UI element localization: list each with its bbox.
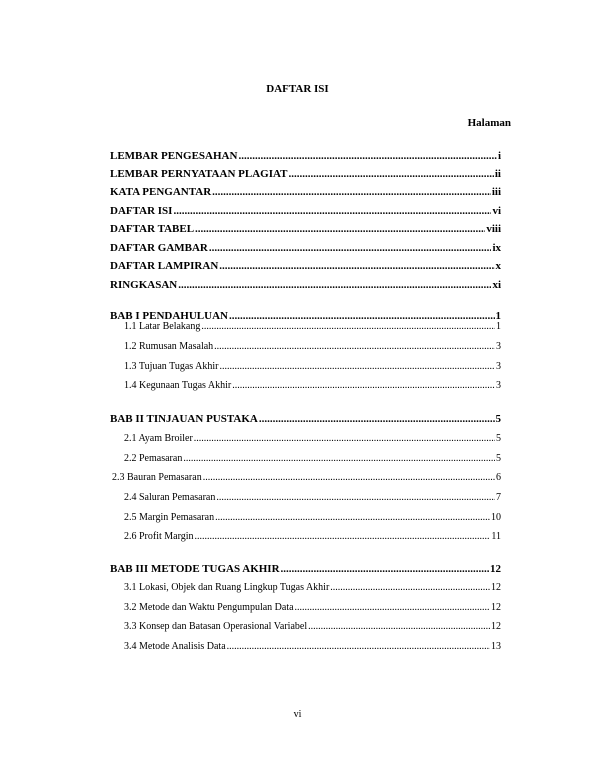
toc-entry-page: 12 — [491, 621, 501, 632]
toc-entry-page: vi — [492, 205, 501, 217]
dot-leader — [232, 380, 495, 391]
toc-entry-page: 12 — [490, 563, 501, 575]
dot-leader — [308, 621, 490, 632]
toc-entry-page: 11 — [491, 531, 501, 542]
toc-entry-label: BAB I PENDAHULUAN — [110, 310, 228, 322]
toc-entry-page: 5 — [496, 433, 501, 444]
toc-entry-page: 1 — [495, 310, 501, 322]
dot-leader — [238, 150, 497, 162]
toc-subentry — [124, 321, 501, 335]
toc-subentry — [124, 602, 501, 616]
toc-entry-label: BAB III METODE TUGAS AKHIR — [110, 563, 280, 575]
toc-subentry — [124, 512, 501, 526]
toc-subentry — [124, 361, 501, 375]
toc-entry-page: 5 — [496, 453, 501, 464]
dot-leader — [214, 341, 495, 352]
toc-entry-label: 3.4 Metode Analisis Data — [124, 641, 226, 652]
dot-leader — [219, 260, 494, 272]
toc-subentry — [124, 453, 501, 467]
page-column-header: Halaman — [467, 117, 511, 129]
toc-subentry — [124, 492, 501, 506]
toc-entry-label: 3.2 Metode dan Waktu Pengumpulan Data — [124, 602, 294, 613]
toc-entry-page: 3 — [496, 380, 501, 391]
toc-entry — [110, 186, 501, 200]
toc-entry-page: i — [497, 150, 501, 162]
page-title: DAFTAR ISI — [266, 83, 329, 95]
toc-entry — [110, 260, 501, 274]
toc-entry-label: DAFTAR TABEL — [110, 223, 195, 235]
toc-entry-page: ii — [494, 168, 501, 180]
toc-entry-label: 2.6 Profit Margin — [124, 531, 194, 542]
dot-leader — [227, 641, 490, 652]
toc-entry-label: 2.1 Ayam Broiler — [124, 433, 193, 444]
dot-leader — [183, 453, 495, 464]
toc-subentry — [124, 641, 501, 655]
toc-entry-label: DAFTAR ISI — [110, 205, 173, 217]
dot-leader — [201, 321, 495, 332]
toc-entry-page: 3 — [496, 361, 501, 372]
toc-entry — [110, 223, 501, 237]
toc-entry-page: viii — [486, 223, 501, 235]
toc-entry-page: 3 — [496, 341, 501, 352]
toc-entry-page: 5 — [495, 413, 501, 425]
toc-entry-label: LEMBAR PENGESAHAN — [110, 150, 238, 162]
dot-leader — [288, 168, 493, 180]
toc-chapter — [110, 413, 501, 427]
toc-chapter — [110, 563, 501, 577]
toc-entry-label: 2.5 Margin Pemasaran — [124, 512, 215, 523]
dot-leader — [212, 186, 491, 198]
dot-leader — [203, 472, 495, 483]
toc-entry-label: 1.4 Kegunaan Tugas Akhir — [124, 380, 232, 391]
toc-entry-label: DAFTAR LAMPIRAN — [110, 260, 219, 272]
toc-entry-label: 3.1 Lokasi, Objek dan Ruang Lingkup Tugas Akhir — [124, 582, 330, 593]
toc-entry-page: xi — [492, 279, 501, 291]
toc-entry-label: RINGKASAN — [110, 279, 178, 291]
dot-leader — [173, 205, 491, 217]
toc-entry-label: 1.3 Tujuan Tugas Akhir — [124, 361, 219, 372]
toc-entry — [110, 242, 501, 256]
dot-leader — [195, 223, 485, 235]
toc-subentry — [124, 621, 501, 635]
toc-entry-label: 3.3 Konsep dan Batasan Operasional Variabel — [124, 621, 308, 632]
dot-leader — [259, 413, 495, 425]
toc-subentry — [124, 341, 501, 355]
toc-entry-page: iii — [491, 186, 501, 198]
toc-entry-label: LEMBAR PERNYATAAN PLAGIAT — [110, 168, 288, 180]
dot-leader — [195, 531, 491, 542]
toc-entry — [110, 168, 501, 182]
toc-entry-label: KATA PENGANTAR — [110, 186, 212, 198]
toc-entry-label: 1.1 Latar Belakang — [124, 321, 201, 332]
toc-entry — [110, 150, 501, 164]
dot-leader — [215, 512, 490, 523]
toc-entry — [110, 279, 501, 293]
dot-leader — [219, 361, 495, 372]
toc-subentry — [124, 582, 501, 596]
toc-entry — [110, 205, 501, 219]
toc-entry-page: 6 — [496, 472, 501, 483]
toc-subentry — [124, 531, 501, 545]
toc-subentry — [124, 433, 501, 447]
toc-entry-page: x — [495, 260, 501, 272]
dot-leader — [178, 279, 491, 291]
toc-entry-page: 10 — [491, 512, 501, 523]
toc-entry-page: 12 — [491, 582, 501, 593]
dot-leader — [295, 602, 490, 613]
dot-leader — [281, 563, 489, 575]
toc-subentry — [112, 472, 501, 486]
toc-entry-label: 1.2 Rumusan Masalah — [124, 341, 214, 352]
toc-entry-page: 13 — [491, 641, 501, 652]
toc-entry-page: 7 — [496, 492, 501, 503]
toc-entry-page: 12 — [491, 602, 501, 613]
toc-entry-label: 2.3 Bauran Pemasaran — [112, 472, 202, 483]
toc-subentry — [124, 380, 501, 394]
dot-leader — [194, 433, 495, 444]
toc-entry-label: 2.2 Pemasaran — [124, 453, 183, 464]
dot-leader — [209, 242, 492, 254]
dot-leader — [216, 492, 495, 503]
toc-entry-page: ix — [492, 242, 501, 254]
dot-leader — [330, 582, 490, 593]
toc-entry-label: DAFTAR GAMBAR — [110, 242, 208, 254]
toc-entry-label: BAB II TINJAUAN PUSTAKA — [110, 413, 258, 425]
toc-entry-label: 2.4 Saluran Pemasaran — [124, 492, 216, 503]
footer-page-number: vi — [293, 709, 302, 720]
toc-entry-page: 1 — [496, 321, 501, 332]
